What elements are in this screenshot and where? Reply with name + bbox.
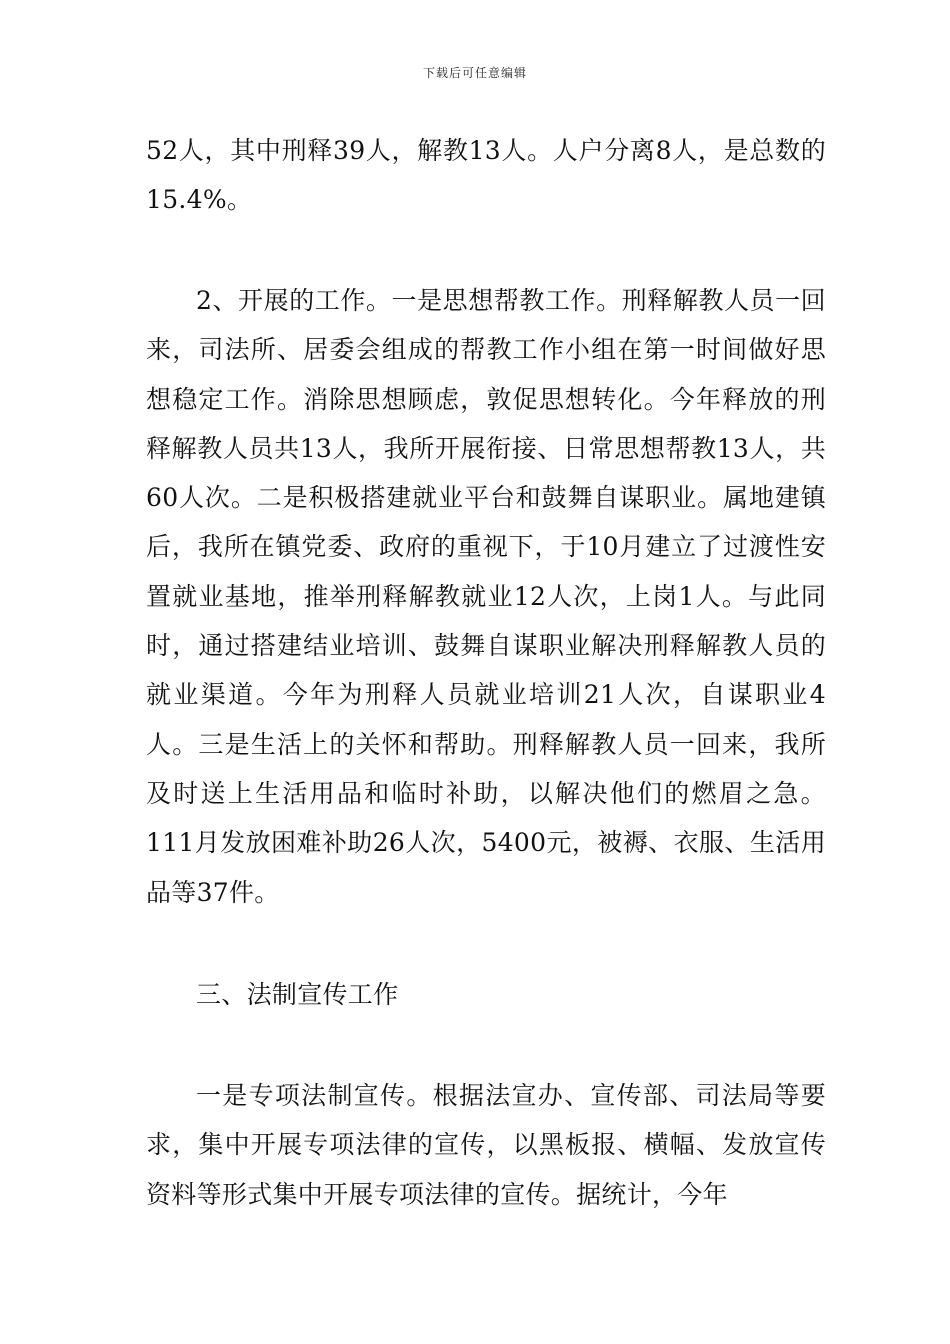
paragraph-work-carried-out: 2、开展的工作。一是思想帮教工作。刑释解教人员一回来，司法所、居委会组成的帮教工作小组在第一时间做好思想稳定工作。消除思想顾虑，敦促思想转化。今年释放的刑释解教人员共13人，我所开展衔接、日常思想帮教13人，共60人次。二是积极搭建就业平台和鼓舞自谋职业。属地建镇后，我所在镇党委、政府的重视下，于10月建立了过渡性安置就业基地，推举刑释解教就业12人次，上岗1人。与此同时，通过搭建结业培训、鼓舞自谋职业解决刑释解教人员的就业渠道。今年为刑释人员就业培训21人次，自谋职业4人。三是生活上的关怀和帮助。刑释解教人员一回来，我所及时送上生活用品和临时补助，以解决他们的燃眉之急。111月发放困难补助26人次，5400元，被褥、衣服、生活用品等37件。	[146, 286, 826, 907]
section-heading-legal-publicity: 三、法制宣传工作	[196, 980, 399, 1009]
page-header: 下载后可任意编辑	[422, 66, 527, 80]
paragraph-special-legal-publicity: 一是专项法制宣传。根据法宣办、宣传部、司法局等要求，集中开展专项法律的宣传，以黑板报、横幅、发放宣传资料等形式集中开展专项法律的宣传。据统计，今年	[146, 1081, 826, 1209]
paragraph-continuation: 52人，其中刑释39人，解教13人。人户分离8人，是总数的15.4%。	[146, 136, 826, 215]
